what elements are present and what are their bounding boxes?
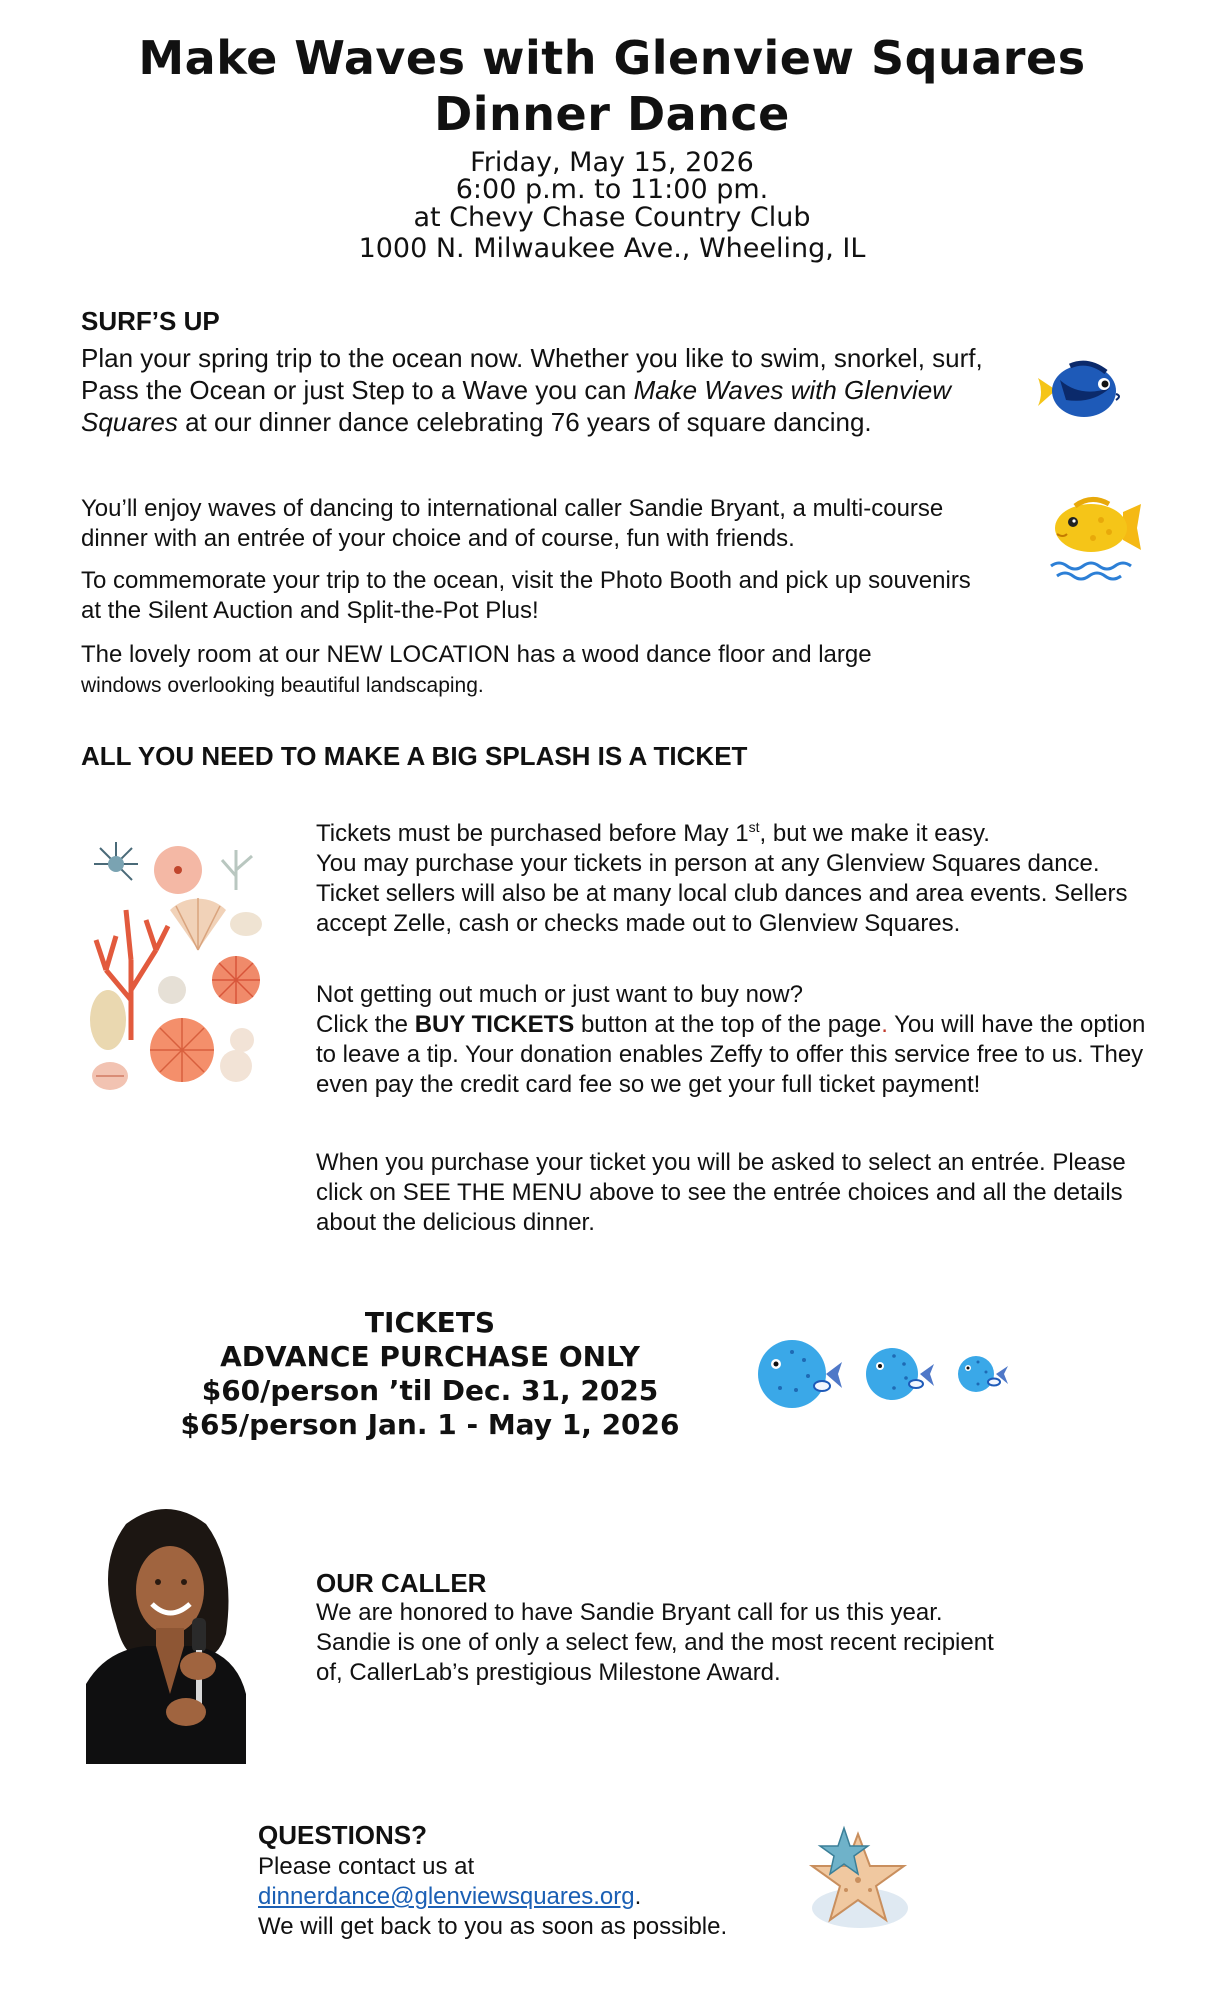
contact-email-link[interactable]: dinnerdance@glenviewsquares.org bbox=[258, 1883, 635, 1910]
ticket-p1-text: Tickets must be purchased before May 1 bbox=[316, 820, 749, 847]
caller-line-3: of, CallerLab’s prestigious Milestone Award. bbox=[316, 1659, 781, 1686]
surfs-up-paragraph-4 bbox=[81, 640, 1021, 701]
caller-line-1: We are honored to have Sandie Bryant call for us this year. bbox=[316, 1599, 943, 1626]
ticket-p2-period: . bbox=[881, 1011, 888, 1038]
event-date: Friday, May 15, 2026 bbox=[470, 147, 754, 178]
questions-email-line bbox=[258, 1882, 641, 1912]
ticket-p2-text: Click the bbox=[316, 1011, 415, 1038]
buy-tickets-reference: BUY TICKETS bbox=[414, 1011, 575, 1038]
starfish-icon bbox=[800, 1820, 920, 1945]
caller-line-2: Sandie is one of only a select few, and the most recent recipient bbox=[316, 1629, 994, 1656]
ticket-paragraph-2 bbox=[316, 980, 1146, 1100]
ticket-p2-text-end: You will have the option to leave a tip. Your donation enables Zeffy to offer this service free to us. They even pay the credit card fee so we get your full ticket payment! bbox=[316, 1011, 1146, 1098]
surfs-up-p1-text: Plan your spring trip to the ocean now. Whether you like to swim, snorkel, surf, Pass the Ocean or just Step to a Wave you can bbox=[81, 343, 983, 405]
ticket-p2-text-mid: button at the top of the page bbox=[574, 1011, 882, 1038]
tickets-label: TICKETS bbox=[364, 1306, 496, 1339]
surfs-up-paragraph-1 bbox=[81, 342, 1001, 438]
yellow-fish-icon bbox=[1045, 490, 1145, 595]
ticket-p2-question: Not getting out much or just want to buy now? bbox=[316, 981, 803, 1008]
questions-response-line: We will get back to you as soon as possible. bbox=[258, 1913, 728, 1940]
surfs-up-p4-line2: windows overlooking beautiful landscaping. bbox=[81, 674, 484, 697]
event-time: 6:00 p.m. to 11:00 pm. bbox=[455, 174, 769, 205]
puffer-fish-icon bbox=[746, 1330, 1026, 1425]
price-late: $65/person Jan. 1 - May 1, 2026 bbox=[180, 1408, 680, 1441]
surfs-up-p1-italic: Make Waves with Glenview Squares bbox=[81, 375, 951, 437]
event-venue: at Chevy Chase Country Club bbox=[413, 202, 811, 233]
ticket-p1-details: You may purchase your tickets in person at any Glenview Squares dance. Ticket sellers will also be at many local club dances and area events. Sellers accept Zelle, cash or checks made out to Glenview Squares. bbox=[316, 850, 1128, 937]
surfs-up-heading: SURF’S UP bbox=[81, 306, 220, 336]
surfs-up-paragraph-2: You’ll enjoy waves of dancing to international caller Sandie Bryant, a multi-course dinner with an entrée of your choice and of course, fun with friends. bbox=[81, 495, 944, 552]
email-period: . bbox=[634, 1883, 642, 1910]
event-subtitle: Dinner Dance bbox=[434, 87, 790, 141]
surfs-up-paragraph-3: To commemorate your trip to the ocean, visit the Photo Booth and pick up souvenirs at the Silent Auction and Split-the-Pot Plus! bbox=[81, 567, 971, 624]
surfs-up-p1-text-end: at our dinner dance celebrating 76 years of square dancing. bbox=[177, 407, 872, 437]
caller-photo bbox=[86, 1494, 246, 1769]
ticket-paragraph-3: When you purchase your ticket you will be asked to select an entrée. Please click on SEE THE MENU above to see the entrée choices and all the details about the delicious dinner. bbox=[316, 1149, 1126, 1236]
questions-heading: QUESTIONS? bbox=[258, 1820, 428, 1850]
event-address: 1000 N. Milwaukee Ave., Wheeling, IL bbox=[358, 233, 866, 264]
ticket-p1-superscript: st bbox=[748, 819, 760, 835]
ticket-heading: ALL YOU NEED TO MAKE A BIG SPLASH IS A TICKET bbox=[81, 741, 748, 771]
questions-contact-line: Please contact us at bbox=[258, 1853, 475, 1880]
ticket-p1-text-end: , but we make it easy. bbox=[759, 820, 990, 847]
ticket-paragraph-1 bbox=[316, 812, 1146, 939]
caller-heading: OUR CALLER bbox=[316, 1568, 487, 1598]
price-early: $60/person ’til Dec. 31, 2025 bbox=[201, 1374, 659, 1407]
advance-purchase-label: ADVANCE PURCHASE ONLY bbox=[220, 1340, 640, 1373]
seashells-coral-icon bbox=[86, 840, 276, 1105]
event-title: Make Waves with Glenview Squares bbox=[138, 31, 1086, 85]
surfs-up-p4-line1: The lovely room at our NEW LOCATION has a wood dance floor and large bbox=[81, 641, 872, 668]
blue-tang-fish-icon bbox=[1030, 350, 1130, 435]
